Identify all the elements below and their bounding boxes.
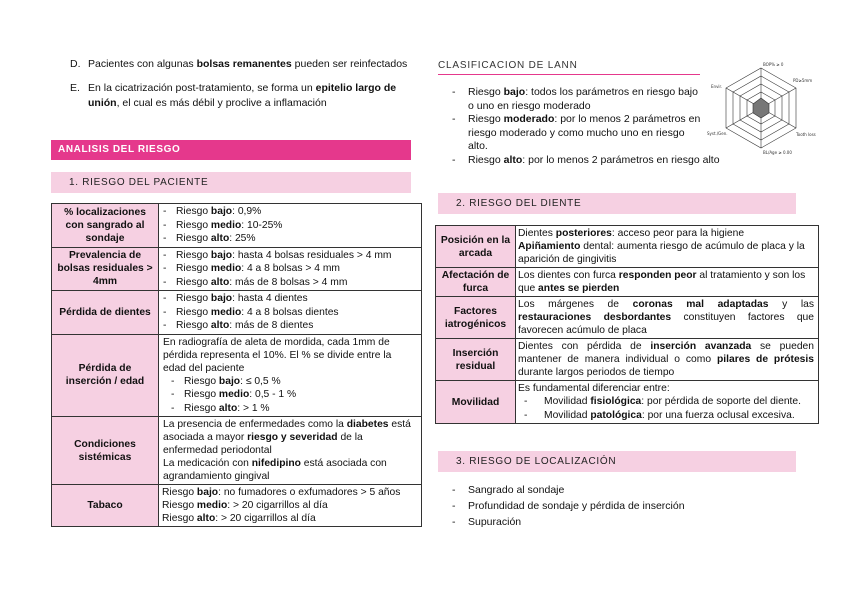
table-row: Factores iatrogénicos Los márgenes de coronas mal adaptadas y las restauraciones desbordantes constituyen factores que favorecen acúmulo de placa: [436, 297, 819, 339]
analisis-banner: ANALISIS DEL RIESGO: [51, 140, 411, 160]
item-e: E. En la cicatrización post-tratamiento, se forma un epitelio largo de unión, el cual es más débil y proclive a inflamación: [70, 81, 397, 109]
label-envir: Envir.: [711, 84, 723, 89]
table-row: Inserción residual Dientes con pérdida de inserción avanzada se pueden mantener de manera individual o como pilares de prótesis durante largos periodos de tiempo: [436, 339, 819, 381]
label-bl: BL/Age ≥ 0.00: [763, 150, 792, 155]
table-row: Pérdida de inserción / edad En radiografía de aleta de mordida, cada 1mm de pérdida representa el 10%. El % se divide entre la edad del paciente - Riesgo bajo: ≤ 0,5 % - Riesgo medio: 0,5 - 1 % - Riesgo alto: > 1 %: [52, 334, 422, 417]
table-row: Tabaco Riesgo bajo: no fumadores o exfumadores > 5 años Riesgo medio: > 20 cigarrillos al día Riesgo alto: > 20 cigarrillos al día: [52, 485, 422, 527]
risk-polygon: [753, 98, 769, 118]
label-syst: Syst./Gen.: [707, 131, 728, 136]
localizacion-subheading: 3. RIESGO DE LOCALIZACIÓN: [438, 451, 796, 472]
item-d: D. Pacientes con algunas bolsas remanentes pueden ser reinfectados: [70, 58, 408, 70]
label-bop: BOP% ≥ 0: [763, 62, 784, 67]
lann-list: - Riesgo bajo: todos los parámetros en riesgo bajo o uno en riesgo moderado - Riesgo moderado: por lo menos 2 parámetros en riesgo moderado y como mucho uno en riesgo alto. - Riesgo alto: por lo menos 2 parámetros en riesgo alto: [452, 86, 702, 167]
intro-list: [70, 57, 408, 112]
table-row: Afectación de furca Los dientes con furca responden peor al tratamiento y son los que antes se pierden: [436, 268, 819, 297]
table-row: Movilidad Es fundamental diferenciar entre: - Movilidad fisiológica: por pérdida de soporte del diente. - Movilidad patológica: por una fuerza oclusal excesiva.: [436, 381, 819, 424]
lang-tonetti-diagram: [705, 58, 817, 158]
list-item: - Supuración: [452, 514, 792, 530]
tooth-risk-table: [435, 225, 819, 424]
label-tooth: Tooth loss: [796, 132, 816, 137]
table-row: Pérdida de dientes - Riesgo bajo: hasta 4 dientes - Riesgo medio: 4 a 8 bolsas dientes - Riesgo alto: más de 8 dientes: [52, 291, 422, 335]
list-item: - Profundidad de sondaje y pérdida de inserción: [452, 498, 792, 514]
lann-title: CLASIFICACION DE LANN: [438, 60, 700, 75]
localizacion-list: [452, 482, 792, 530]
patient-risk-table: [51, 203, 422, 527]
list-item: - Sangrado al sondaje: [452, 482, 792, 498]
table-row: Prevalencia de bolsas residuales > 4mm - Riesgo bajo: hasta 4 bolsas residuales > 4 mm - Riesgo medio: 4 a 8 bolsas > 4 mm - Riesgo alto: más de 8 bolsas > 4 mm: [52, 247, 422, 291]
label-pd: PD≥5mm: [793, 78, 813, 83]
diente-subheading: 2. RIESGO DEL DIENTE: [438, 193, 796, 214]
table-row: % localizaciones con sangrado al sondaje - Riesgo bajo: 0,9% - Riesgo medio: 10-25% - Riesgo alto: 25%: [52, 204, 422, 248]
table-row: Condiciones sistémicas La presencia de enfermedades como la diabetes está asociada a mayor riesgo y severidad de la enfermedad periodontal La medicación con nifedipino está asociada con agrandamiento gingival: [52, 417, 422, 485]
table-row: Posición en la arcada Dientes posteriores: acceso peor para la higiene Apiñamiento dental: aumenta riesgo de acúmulo de placa y la aparición de gingivitis: [436, 226, 819, 268]
paciente-subheading: 1. RIESGO DEL PACIENTE: [51, 172, 411, 193]
